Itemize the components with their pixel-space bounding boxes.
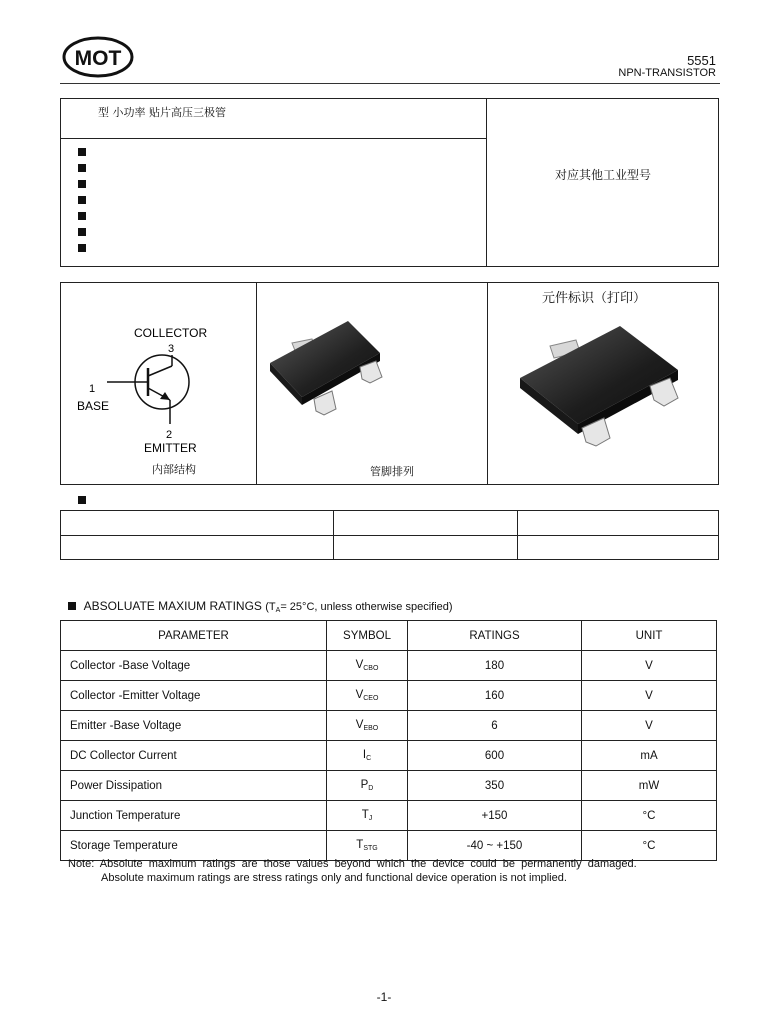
- table-cell: [61, 511, 334, 536]
- emitter-pin: 2: [166, 429, 173, 441]
- figures-divider-1: [256, 282, 257, 485]
- collector-pin: 3: [168, 343, 175, 355]
- base-label: BASE: [77, 399, 110, 413]
- parameter-cell: Emitter -Base Voltage: [61, 711, 327, 741]
- col-header-ratings: RATINGS: [408, 621, 582, 651]
- unit-cell: mA: [582, 741, 717, 771]
- bullet-icon: [78, 180, 86, 188]
- device-type: NPN-TRANSISTOR: [618, 67, 716, 79]
- symbol-cell: $V_{CEO}$: [327, 681, 408, 711]
- internal-structure-caption: 内部结构: [152, 463, 196, 476]
- transistor-schematic: [70, 320, 250, 460]
- note-line-2: Absolute maximum ratings are stress ratings only and functional device operation is not implied.: [101, 872, 567, 884]
- rating-cell: 600: [408, 741, 582, 771]
- table-cell: [61, 536, 334, 560]
- feature-bullets: [78, 148, 86, 260]
- ordering-bullet-icon: [78, 496, 86, 504]
- symbol-cell: $T_J$: [327, 801, 408, 831]
- table-cell: [334, 511, 518, 536]
- emitter-label: EMITTER: [144, 441, 197, 455]
- pin-arrangement-caption: 管脚排列: [370, 465, 414, 478]
- rating-cell: -40 ~ +150: [408, 831, 582, 861]
- rating-cell: 160: [408, 681, 582, 711]
- table-row: [61, 771, 717, 801]
- sot23-package-image: [262, 305, 392, 425]
- table-row: [61, 741, 717, 771]
- symbol-cell: $P_D$: [327, 771, 408, 801]
- table-cell: [518, 511, 719, 536]
- table-cell: [334, 536, 518, 560]
- parameter-cell: Power Dissipation: [61, 771, 327, 801]
- collector-label: COLLECTOR: [134, 326, 208, 340]
- ratings-table: [60, 620, 717, 861]
- table-row: [61, 681, 717, 711]
- parameter-cell: DC Collector Current: [61, 741, 327, 771]
- bullet-icon: [78, 244, 86, 252]
- table-row: [61, 651, 717, 681]
- ordering-table: [60, 510, 719, 560]
- marking-package-image: [510, 320, 700, 455]
- unit-cell: mW: [582, 771, 717, 801]
- ratings-bullet-icon: [68, 602, 76, 610]
- rating-cell: 180: [408, 651, 582, 681]
- col-header-symbol: SYMBOL: [327, 621, 408, 651]
- symbol-cell: $I_C$: [327, 741, 408, 771]
- unit-cell: °C: [582, 801, 717, 831]
- parameter-cell: Collector -Base Voltage: [61, 651, 327, 681]
- note-line-1: Note: Absolute maximum ratings are those values beyond which the device could be permanently damaged.: [68, 858, 637, 870]
- bullet-icon: [78, 228, 86, 236]
- unit-cell: V: [582, 711, 717, 741]
- base-pin: 1: [89, 383, 96, 395]
- equivalent-label: 对应其他工业型号: [554, 168, 651, 182]
- parameter-cell: Junction Temperature: [61, 801, 327, 831]
- table-row: [61, 711, 717, 741]
- rating-cell: 6: [408, 711, 582, 741]
- product-title: 型 小功率 贴片高压三极管: [98, 106, 226, 119]
- parameter-cell: Collector -Emitter Voltage: [61, 681, 327, 711]
- bullet-icon: [78, 212, 86, 220]
- table-row: [61, 831, 717, 861]
- logo-text: MOT: [74, 47, 122, 70]
- rating-cell: 350: [408, 771, 582, 801]
- ratings-title: ABSOLUATE MAXIUM RATINGS: [83, 599, 262, 613]
- page-number: -1-: [376, 990, 392, 1004]
- table-row: [61, 801, 717, 831]
- ratings-header-row: [61, 621, 717, 651]
- mot-logo: [62, 36, 134, 78]
- symbol-cell: $V_{EBO}$: [327, 711, 408, 741]
- unit-cell: V: [582, 651, 717, 681]
- header-divider: [60, 83, 720, 84]
- ratings-note: [68, 857, 668, 885]
- bullet-icon: [78, 164, 86, 172]
- unit-cell: °C: [582, 831, 717, 861]
- unit-cell: V: [582, 681, 717, 711]
- bullet-icon: [78, 148, 86, 156]
- table-cell: [518, 536, 719, 560]
- rating-cell: +150: [408, 801, 582, 831]
- symbol-cell: $V_{CBO}$: [327, 651, 408, 681]
- col-header-unit: UNIT: [582, 621, 717, 651]
- ratings-title-row: [68, 599, 453, 614]
- parameter-cell: Storage Temperature: [61, 831, 327, 861]
- symbol-cell: $T_{STG}$: [327, 831, 408, 861]
- marking-title: 元件标识（打印）: [542, 291, 647, 306]
- col-header-parameter: PARAMETER: [61, 621, 327, 651]
- part-number: 5551: [687, 53, 716, 68]
- figures-divider-2: [487, 282, 488, 485]
- ratings-condition: ($T_A= 25^\circ C$, unless otherwise specified): [265, 601, 453, 614]
- info-box-hdivider: [60, 138, 487, 139]
- bullet-icon: [78, 196, 86, 204]
